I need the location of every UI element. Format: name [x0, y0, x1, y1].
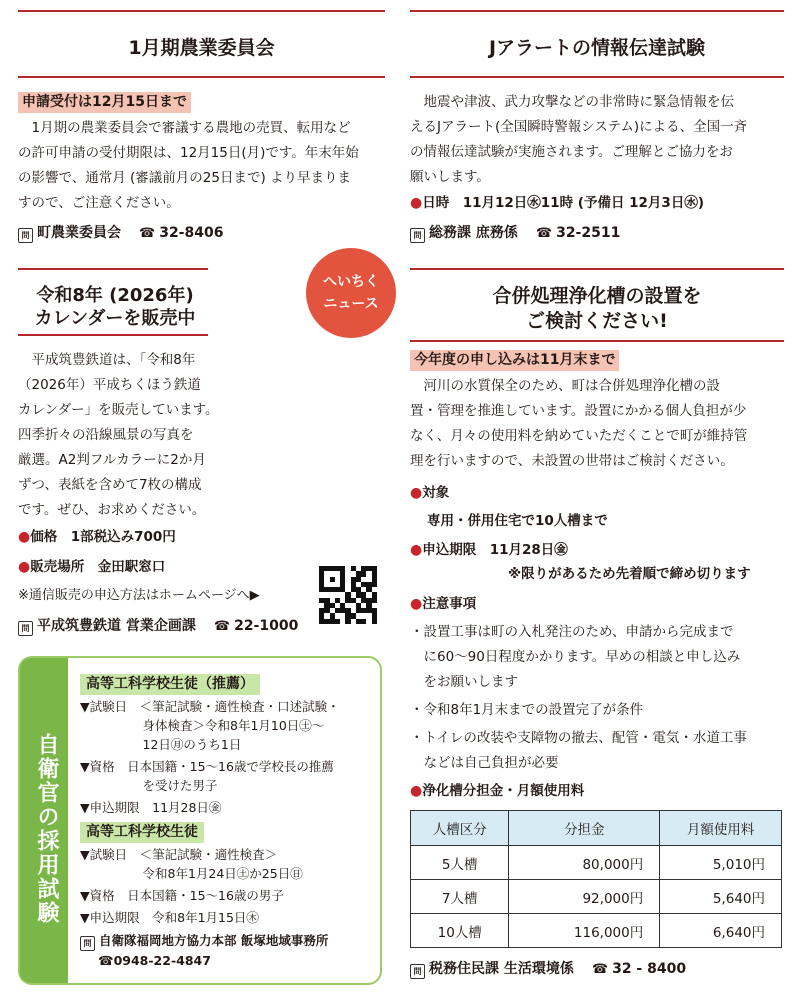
- rule: [18, 268, 208, 270]
- text-line: 願いします。: [410, 169, 490, 185]
- text-line: ▼資格 日本国籍・15～16歳の男子: [80, 888, 284, 903]
- rule: [410, 268, 784, 270]
- sdf-section1-title: 高等工科学校生徒（推薦）: [80, 674, 260, 695]
- text-line: なく、月々の使用料を納めていただくことで町が維持管: [410, 428, 748, 444]
- text-line: 置・管理を推進しています。設置にかかる個人負担が少: [410, 403, 747, 419]
- sdf-contact-org: 問 自衛隊福岡地方協力本部 飯塚地域事務所: [80, 932, 328, 951]
- text-line: 令和8年1月24日㊏か25日㊐: [80, 866, 303, 881]
- mail-order-note: ※通信販売の申込方法はホームページへ▶: [18, 588, 260, 603]
- column-header: 月額使用料: [660, 811, 782, 846]
- inquiry-icon: 問: [80, 936, 95, 951]
- sdf-section2-title: 高等工科学校生徒: [80, 822, 204, 843]
- table-row: [411, 880, 782, 914]
- rule: [410, 76, 784, 78]
- text-line: 河川の水質保全のため、町は合併処理浄化槽の設: [423, 378, 720, 394]
- text-line: えるJアラート(全国瞬時警報システム)による、全国一斉: [410, 119, 748, 135]
- note-line: ・令和8年1月末までの設置完了が条件: [410, 702, 644, 718]
- note-line: に60～90日程度かかります。早めの相談と申し込み: [410, 649, 741, 665]
- text-line: の影響で、通常月 (審議前月の25日まで) より早まりま: [18, 170, 352, 186]
- bullet-icon: ●: [410, 195, 423, 211]
- farm-contact: 問 町農業委員会 ☎ 32-8406: [18, 222, 223, 243]
- column-header: 分担金: [509, 811, 660, 846]
- text-line: ▼資格 日本国籍・15～16歳で学校長の推薦: [80, 759, 334, 774]
- text-line: の許可申請の受付期限は、12月15日(月)です。年末年始: [18, 145, 359, 161]
- target-value: 専用・併用住宅で10人槽まで: [427, 513, 608, 529]
- table-cell: 10人槽: [411, 914, 509, 948]
- price-row: ●価格 1部税込み700円: [18, 529, 176, 545]
- text-line: すので、ご注意ください。: [18, 195, 180, 211]
- jalert-contact: 問 総務課 庶務係 ☎ 32-2511: [410, 222, 620, 243]
- heichiku-news-badge: へいちく ニュース: [306, 248, 396, 338]
- jalert-title: Jアラートの情報伝達試験: [488, 37, 706, 59]
- fee-label: ●浄化槽分担金・月額使用料: [410, 783, 585, 799]
- bullet-icon: ●: [18, 559, 31, 575]
- text-line: ▼申込期限 11月28日㊎: [80, 800, 222, 815]
- text-line: 平成筑豊鉄道は、「令和8年: [31, 352, 196, 368]
- text-line: を受けた男子: [80, 778, 218, 793]
- rule: [18, 334, 208, 336]
- rule: [410, 340, 784, 342]
- table-cell: 7人槽: [411, 880, 509, 914]
- note-line: をお願いします: [410, 674, 518, 690]
- text-line: です。ぜひ、お求めください。: [18, 502, 206, 518]
- septic-highlight: 今年度の申し込みは11月末まで: [410, 350, 619, 371]
- note-line: ・設置工事は町の入札発注のため、申請から完成まで: [410, 624, 734, 640]
- inquiry-icon: 問: [18, 228, 33, 243]
- bullet-icon: ●: [410, 485, 423, 501]
- sale-place-row: ●販売場所 金田駅窓口: [18, 559, 166, 575]
- table-cell: 116,000円: [509, 914, 660, 948]
- phone-icon: ☎: [213, 619, 231, 634]
- text-line: ▼申込期限 令和8年1月15日㊍: [80, 910, 259, 925]
- jalert-body: [410, 90, 790, 190]
- table-cell: 92,000円: [509, 880, 660, 914]
- text-line: （2026年）平成ちくほう鉄道: [18, 377, 201, 393]
- text-line: ずつ、表紙を含めて7枚の構成: [18, 477, 202, 493]
- text-line: 身体検査＞令和8年1月10日㊏～: [80, 718, 325, 733]
- table-cell: 5,010円: [660, 846, 782, 880]
- text-line: 厳選。A2判フルカラーに2か月: [18, 452, 206, 468]
- calendar-title: 令和8年 (2026年) カレンダーを販売中: [34, 285, 196, 329]
- table-row: [411, 914, 782, 948]
- column-header: 人槽区分: [411, 811, 509, 846]
- septic-title: 合併処理浄化槽の設置を ご検討ください!: [492, 285, 702, 332]
- inquiry-icon: 問: [410, 964, 425, 979]
- text-line: の情報伝達試験が実施されます。ご理解とご協力をお: [410, 144, 733, 160]
- text-line: ▼試験日 ＜筆記試験・適性検査・口述試験・: [80, 699, 340, 714]
- deadline-row: ●申込期限 11月28日㊎: [410, 542, 568, 558]
- text-line: ▼試験日 ＜筆記試験・適性検査＞: [80, 847, 278, 862]
- phone-icon: ☎: [98, 953, 114, 968]
- bullet-icon: ●: [410, 542, 423, 558]
- qr-code[interactable]: [319, 566, 377, 624]
- target-label: ●対象: [410, 485, 450, 501]
- phone-icon: ☎: [535, 226, 553, 241]
- table-cell: 6,640円: [660, 914, 782, 948]
- text-line: 理を行いますので、未設置の世帯はご検討ください。: [410, 453, 734, 469]
- calendar-body: [18, 348, 248, 523]
- table-row: [411, 846, 782, 880]
- table-header-row: [411, 811, 782, 846]
- text-line: カレンダー」を販売しています。: [18, 402, 219, 418]
- deadline-note: ※限りがあるため先着順で締め切ります: [508, 566, 751, 582]
- table-cell: 5人槽: [411, 846, 509, 880]
- phone-icon: ☎: [591, 962, 609, 977]
- bullet-icon: ●: [18, 529, 31, 545]
- farm-body: [18, 116, 388, 216]
- phone-icon: ☎: [139, 226, 156, 241]
- text-line: 1月期の農業委員会で審議する農地の売買、転用など: [31, 120, 351, 136]
- table-cell: 80,000円: [509, 846, 660, 880]
- farm-title: 1月期農業委員会: [128, 37, 275, 59]
- rule: [18, 76, 385, 78]
- jalert-date-row: ●日時 11月12日㊌11時 (予備日 12月3日㊌): [410, 195, 704, 211]
- inquiry-icon: 問: [410, 228, 425, 243]
- inquiry-icon: 問: [18, 621, 33, 636]
- calendar-contact: 問 平成筑豊鉄道 営業企画課 ☎ 22-1000: [18, 615, 298, 636]
- note-line: ・トイレの改装や支障物の撤去、配管・電気・水道工事: [410, 730, 747, 746]
- septic-body: [410, 374, 790, 474]
- text-line: 12日㊊のうち1日: [80, 737, 242, 752]
- table-cell: 5,640円: [660, 880, 782, 914]
- notes-label: ●注意事項: [410, 596, 477, 612]
- bullet-icon: ●: [410, 783, 423, 799]
- rule: [18, 10, 385, 12]
- note-line: などは自己負担が必要: [410, 755, 559, 771]
- text-line: 四季折々の沿線風景の写真を: [18, 427, 194, 443]
- farm-highlight: 申請受付は12月15日まで: [18, 92, 191, 113]
- sdf-side-title: 自衛官の採用試験: [20, 658, 68, 983]
- bullet-icon: ●: [410, 596, 423, 612]
- text-line: 地震や津波、武力攻撃などの非常時に緊急情報を伝: [423, 94, 734, 110]
- septic-contact: 問 税務住民課 生活環境係 ☎ 32 - 8400: [410, 958, 686, 979]
- rule: [410, 10, 784, 12]
- fee-table: [410, 810, 782, 948]
- sdf-contact-phone: ☎0948-22-4847: [98, 953, 211, 968]
